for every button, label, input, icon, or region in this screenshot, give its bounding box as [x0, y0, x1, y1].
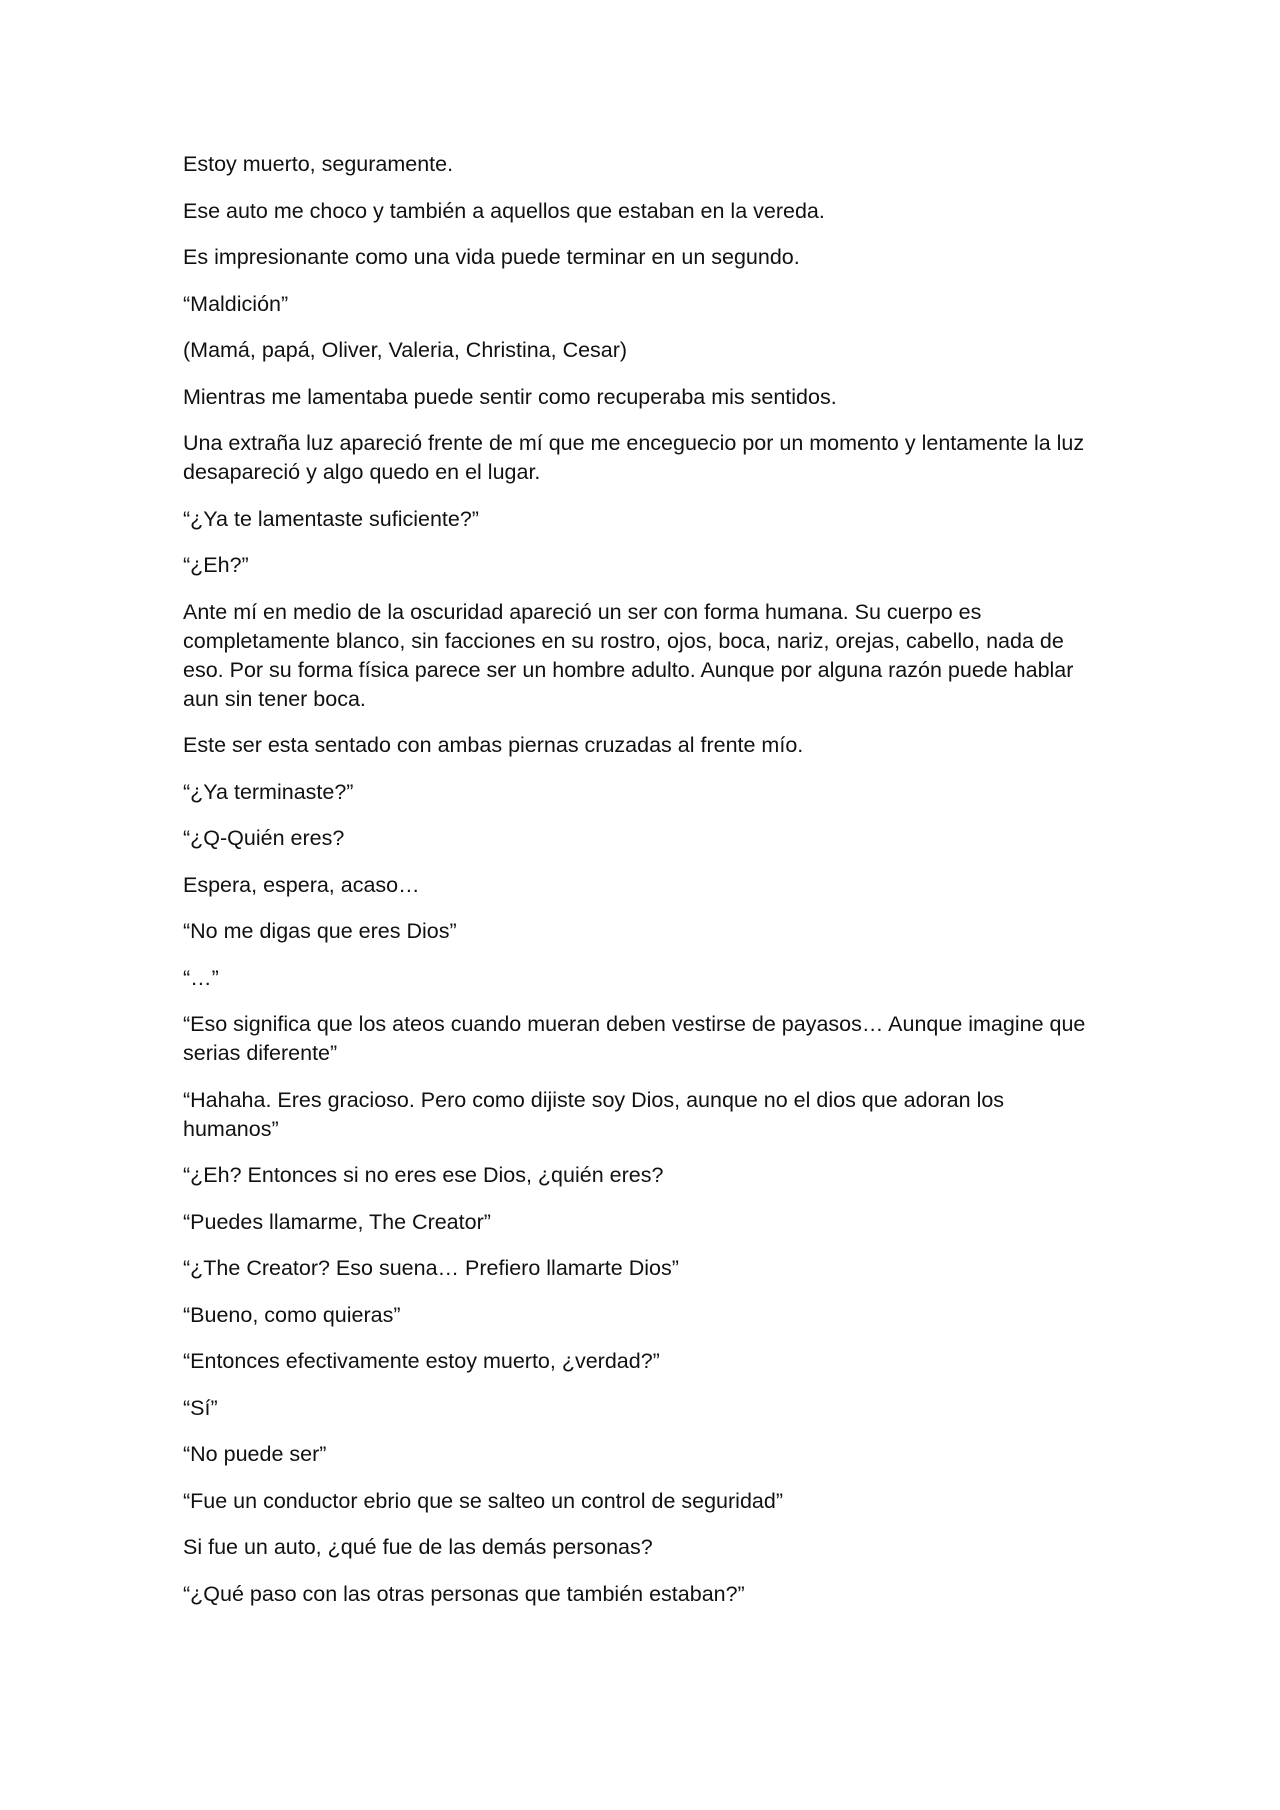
story-text	[183, 150, 1093, 1626]
paragraph-16: “…”	[183, 965, 219, 990]
paragraph-12: “¿Ya terminaste?”	[183, 779, 354, 804]
paragraph-5: (Mamá, papá, Oliver, Valeria, Christina, Cesar)	[183, 338, 628, 362]
paragraph-26: “Fue un conductor ebrio que se salteo un control de seguridad”	[183, 1488, 783, 1513]
paragraph-21: “¿The Creator? Eso suena… Prefiero llamarte Dios”	[183, 1256, 679, 1280]
paragraph-28: “¿Qué paso con las otras personas que también estaban?”	[183, 1581, 745, 1606]
paragraph-27: Si fue un auto, ¿qué fue de las demás personas?	[183, 1535, 653, 1559]
paragraph-15: “No me digas que eres Dios”	[183, 919, 457, 943]
paragraph-24: “Sí”	[183, 1395, 218, 1420]
paragraph-2: Ese auto me choco y también a aquellos que estaban en la vereda.	[183, 198, 825, 223]
paragraph-23: “Entonces efectivamente estoy muerto, ¿verdad?”	[183, 1349, 660, 1373]
paragraph-8: “¿Ya te lamentaste suficiente?”	[183, 506, 479, 531]
paragraph-20: “Puedes llamarme, The Creator”	[183, 1209, 491, 1234]
paragraph-13: “¿Q-Quién eres?	[183, 826, 345, 850]
paragraph-18: “Hahaha. Eres gracioso. Pero como dijiste soy Dios, aunque no el dios que adoran los humanos”	[183, 1087, 1005, 1141]
paragraph-25: “No puede ser”	[183, 1442, 327, 1466]
paragraph-22: “Bueno, como quieras”	[183, 1302, 401, 1327]
paragraph-19: “¿Eh? Entonces si no eres ese Dios, ¿quién eres?	[183, 1163, 664, 1187]
paragraph-14: Espera, espera, acaso…	[183, 872, 420, 897]
paragraph-9: “¿Eh?”	[183, 553, 249, 577]
paragraph-3: Es impresionante como una vida puede terminar en un segundo.	[183, 245, 800, 269]
paragraph-11: Este ser esta sentado con ambas piernas cruzadas al frente mío.	[183, 733, 804, 757]
paragraph-17: “Eso significa que los ateos cuando mueran deben vestirse de payasos… Aunque imagine que serias diferente”	[183, 1012, 1086, 1065]
paragraph-4: “Maldición”	[183, 291, 289, 316]
paragraph-10: Ante mí en medio de la oscuridad apareció un ser con forma humana. Su cuerpo es completamente blanco, sin facciones en su rostro, ojos, boca, nariz, orejas, cabello, nada de eso. Por su forma física parece ser un hombre adulto. Aunque por alguna razón puede hablar aun sin tener boca.	[183, 599, 1074, 711]
paragraph-7: Una extraña luz apareció frente de mí que me enceguecio por un momento y lentamente la luz desapareció y algo quedo en el lugar.	[183, 431, 1085, 484]
paragraph-1: Estoy muerto, seguramente.	[183, 152, 454, 176]
paragraph-6: Mientras me lamentaba puede sentir como recuperaba mis sentidos.	[183, 384, 837, 409]
